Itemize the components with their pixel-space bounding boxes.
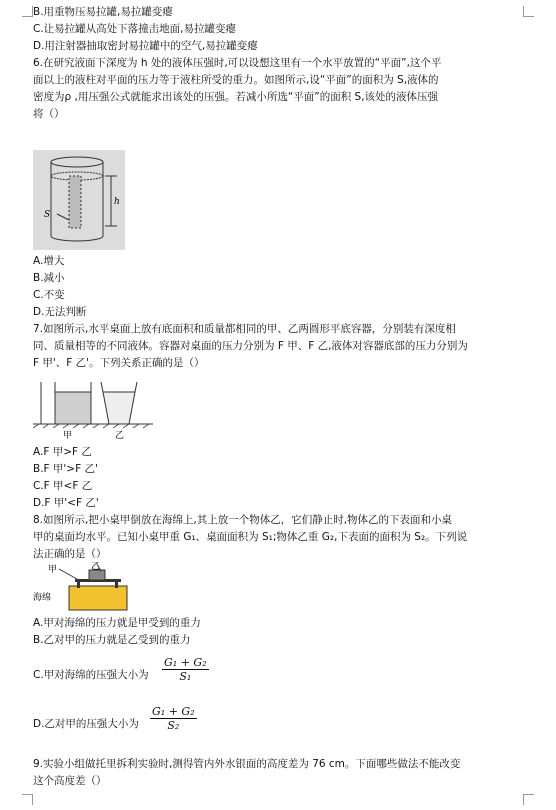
q8-label-jia: 甲 [48, 565, 58, 575]
q6-stem-line-4: 将（） [33, 108, 65, 120]
q6-option-c: C.不变 [33, 289, 65, 301]
q7-stem-line-2: 同、质量相等的不同液体。容器对桌面的压力分别为 F 甲、F 乙,液体对容器底部的压力分别为 [33, 340, 468, 352]
q8-label-sponge: 海绵 [33, 593, 52, 603]
q8-option-a: A.甲对海绵的压力就是甲受到的重力 [33, 617, 201, 629]
q8-option-d-denominator: S₂ [167, 719, 180, 732]
crop-mark-top-left [22, 6, 33, 17]
q8-figure-sponge-table [33, 562, 133, 612]
q7-option-d: D.F 甲'<F 乙' [33, 497, 99, 509]
q7-option-a: A.F 甲>F 乙 [33, 446, 92, 458]
q6-stem-line-1: 6.在研究液面下深度为 h 处的液体压强时,可以设想这里有一个水平放置的“平面”,这个平 [33, 57, 442, 69]
q8-option-c-denominator: S₁ [179, 670, 192, 683]
q7-option-b: B.F 甲'>F 乙' [33, 463, 98, 475]
q8-stem-line-2: 甲的桌面均水平。已知小桌甲重 G₁、桌面面积为 S₁;物体乙重 G₂,下表面的面积为 S₂。下列说 [33, 531, 468, 543]
q8-option-d-formula [150, 705, 197, 732]
q6-option-b: B.减小 [33, 272, 65, 284]
q8-label-yi: 乙 [91, 562, 101, 572]
q6-figure-label-s: S [44, 210, 51, 220]
q7-option-c: C.F 甲<F 乙 [33, 480, 93, 492]
crop-mark-bottom-left [22, 794, 33, 805]
q7-stem-line-3: F 甲'、F 乙'。下列关系正确的是（） [33, 357, 205, 369]
q5-option-d: D.用注射器抽取密封易拉罐中的空气,易拉罐变瘪 [33, 40, 258, 52]
q6-figure-liquid-column [33, 150, 125, 250]
crop-mark-bottom-right [523, 794, 534, 805]
q6-stem-line-3: 密度为ρ ,用压强公式就能求出该处的压强。若减小所选“平面”的面积 S,该处的液体压强 [33, 91, 439, 103]
q8-option-c-formula [162, 656, 209, 683]
q6-option-a: A.增大 [33, 255, 65, 267]
q9-stem-line-2: 这个高度差（） [33, 775, 107, 787]
q8-option-c: C.甲对海绵的压强大小为 [33, 669, 149, 681]
q8-option-d-numerator: G₁ + G₂ [152, 705, 195, 718]
q7-stem-line-1: 7.如图所示,水平桌面上放有底面积和质量都相同的甲、乙两圆形平底容器，分别装有深度相 [33, 323, 456, 335]
q7-label-yi: 乙 [115, 431, 125, 441]
q5-option-b: B.用重物压易拉罐,易拉罐变瘪 [33, 6, 173, 18]
q7-label-jia: 甲 [63, 431, 73, 441]
q6-stem-line-2: 面以上的液柱对平面的压力等于液柱所受的重力。如图所示,设“平面”的面积为 S,液体的 [33, 74, 439, 86]
crop-mark-top-right [523, 6, 534, 17]
q6-figure-label-h: h [114, 197, 120, 207]
q8-stem-line-3: 法正确的是（） [33, 548, 107, 560]
q6-option-d: D.无法判断 [33, 306, 87, 318]
q9-stem-line-1: 9.实验小组做托里拆利实验时,测得管内外水银面的高度差为 76 cm。下面哪些做法不能改变 [33, 758, 461, 770]
q8-stem-line-1: 8.如图所示,把小桌甲倒放在海绵上,其上放一个物体乙，它们静止时,物体乙的下表面和小桌 [33, 514, 453, 526]
q7-figure-containers [33, 380, 153, 442]
q8-option-d: D.乙对甲的压强大小为 [33, 718, 139, 730]
q8-option-b: B.乙对甲的压力就是乙受到的重力 [33, 634, 191, 646]
q8-option-c-numerator: G₁ + G₂ [164, 656, 207, 669]
q5-option-c: C.让易拉罐从高处下落撞击地面,易拉罐变瘪 [33, 23, 237, 35]
